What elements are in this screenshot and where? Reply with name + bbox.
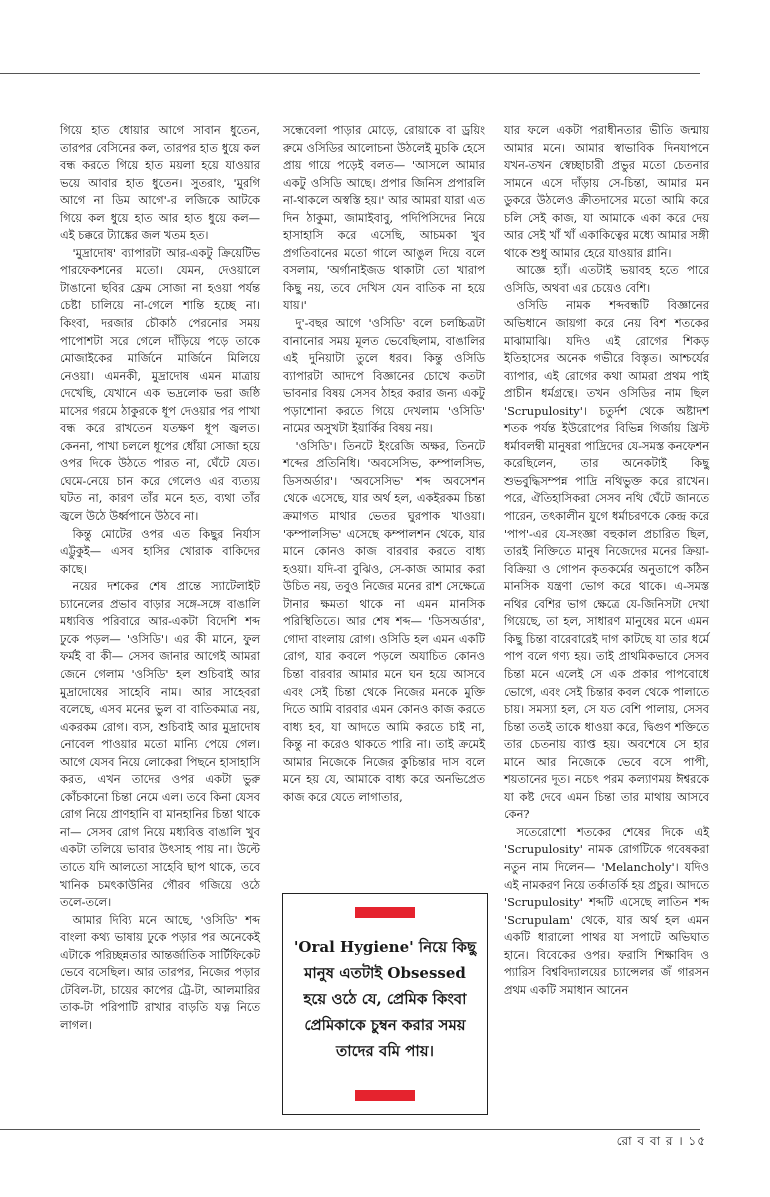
- paragraph: ওসিডি নামক শব্দবন্ধটি বিজ্ঞানের অভিধানে জায়গা করে নেয় বিশ শতকের মাঝামাঝি। যদিও এই রোগের শিকড় ইতিহাসের অনেক গভীরে বিস্তৃত। আশ্চর্যের ব্যাপার, এই রোগের কথা আমরা প্রথম পাই প্রাচীন ধর্মগ্রন্থে। তখন ওসিডির নাম ছিল 'Scrupulosity'। চতুর্দশ থেকে অষ্টাদশ শতক পর্যন্ত ইউরোপের বিভিন্ন গির্জায় খ্রিস্ট ধর্মাবলম্বী মানুষরা পাদ্রিদের যে-সমস্ত কনফেশন করেছিলেন, তার অনেকটাই কিছু শুভবুদ্ধিসম্পন্ন পাদ্রি নথিভুক্ত করে রাখেন। পরে, ঐতিহাসিকরা সেসব নথি ঘেঁটে জানতে পারেন, তৎকালীন যুগে ধর্মাচরণকে কেন্দ্র করে 'পাপ'-এর যে-সংজ্ঞা বহুকাল প্রচারিত ছিল, তারই নিক্তিতে মানুষ নিজেদের মনের ক্রিয়া-বিক্রিয়া ও গোপন কৃতকর্মের অনুতাপে কঠিন মানসিক যন্ত্রণা ভোগ করে থাকে। এ-সমস্ত নথির বেশির ভাগ ক্ষেত্রে যে-জিনিসটা দেখা গিয়েছে, তা হল, সাধারণ মানুষের মনে এমন কিছু চিন্তা বারেবারেই দাগ কাটছে যা তার ধর্মে পাপ বলে গণ্য হয়। তাই প্রাথমিকভাবে সেসব চিন্তা মনে এলেই সে এক প্রকার পাপবোধে ভোগে, এবং সেই চিন্তার কবল থেকে পালাতে চায়। সমস্যা হল, সে যত বেশি পালায়, সেসব চিন্তা ততই তাকে ধাওয়া করে, দ্বিগুণ শক্তিতে তার চেতনায় ব্যাপ্ত হয়। অবশেষে সে হার মানে আর নিজেকে ভেবে বসে পাপী, শয়তানের দূত। নচেৎ পরম কল্যাণময় ঈশ্বরকে যা কষ্ট দেবে এমন চিন্তা তার মাথায় আসবে কেন?: [504, 298, 709, 822]
- paragraph: সন্ধেবেলা পাড়ার মোড়ে, রোয়াকে বা ড্রয়িং রুমে ওসিডির আলোচনা উঠলেই মুচকি হেসে প্রায় গায়ে পড়েই বলত— 'আসলে আমার একটু ওসিডি আছে। প্রপার জিনিস প্রপারলি না-থাকলে অস্বস্তি হয়।' আর আমরা যারা এত দিন ঠাকুমা, জামাইবাবু, পদিপিসিদের নিয়ে হাসাহাসি করে এসেছি, আচমকা খুব প্রগতিবানের মতো গালে আঙুল দিয়ে বলে বসলাম, 'অর্গানাইজড থাকাটা তো খারাপ কিছু নয়, তবে দেখিস যেন বাতিক না হয়ে যায়।': [283, 123, 485, 313]
- column-2: [283, 122, 485, 806]
- paragraph: গিয়ে হাত ধোয়ার আগে সাবান ধুতেন, তারপর বেসিনের কল, তারপর হাত ধুয়ে কল বন্ধ করতে গিয়ে হাত ময়লা হয়ে যাওয়ার ভয়ে আবার হাত ধুতেন। সুতরাং, 'মুরগি আগে না ডিম আগে'-র লজিকে আটকে গিয়ে কল ধুয়ে হাত আর হাত ধুয়ে কল— এই চক্করে ট্যাঙ্কের জল খতম হত।: [60, 123, 260, 243]
- paragraph: আমার দিব্যি মনে আছে, 'ওসিডি' শব্দ বাংলা কথ্য ভাষায় ঢুকে পড়ার পর অনেকেই এটাকে পরিচ্ছন্নতার আন্তর্জাতিক সার্টিফিকেট ভেবে বসেছিল। আর তারপর, নিজের পড়ার টেবিল-টা, চায়ের কাপের ট্রে-টা, আলমারির তাক-টা পরিপাটি রাখার বাড়তি যত্ন নিতে লাগল।: [60, 912, 260, 1032]
- pull-quote-top-bar: [355, 907, 415, 918]
- paragraph: 'মুদ্রাদোষ' ব্যাপারটা আর-একটু ক্রিয়েটিভ পারফেকশনের মতো। যেমন, দেওয়ালে টাঙানো ছবির ফ্রেম সোজা না হওয়া পর্যন্ত চেষ্টা চালিয়ে না-গেলে শান্তি হচ্ছে না। কিংবা, দরজার চৌকাঠ পেরনোর সময় পাপোশটা সরে গেলে দাঁড়িয়ে পড়ে তাকে মোজাইকের মার্জিনে মার্জিনে মিলিয়ে নেওয়া। এমনকী, মুদ্রাদোষ এমন মাত্রায় দেখেছি, যেখানে এক ভদ্রলোক ভরা জষ্ঠি মাসের গরমে ঠাকুরকে ধূপ দেওয়ার পর পাখা বন্ধ করে রাখতেন যতক্ষণ ধূপ জ্বলত। কেননা, পাখা চললে ধূপের ধোঁয়া সোজা হয়ে ওপর দিকে উঠতে পারত না, ঘেঁটে যেত। ঘেমে-নেয়ে চান করে গেলেও এর ব্যত্যয় ঘটত না, কারণ তাঁর মনে হত, ব্যথা তাঁর জ্বলে উঠে উর্ধ্বপানে উঠবে না।: [60, 245, 260, 524]
- paragraph: কিন্তু মোটের ওপর এত কিছুর নির্যাস এট্টুকুই— এসব হাসির খোরাক বাকিদের কাছে।: [60, 526, 260, 576]
- paragraph: আজ্ঞে হ্যাঁ। এতটাই ভয়াবহ হতে পারে ওসিডি, অথবা এর চেয়েও বেশি।: [504, 263, 709, 295]
- column-1: [60, 122, 260, 1034]
- page-footer: রো ব বা র । ১৫: [616, 1134, 706, 1148]
- pull-quote-text: 'Oral Hygiene' নিয়ে কিছু মানুষ এতটাই Obsessed হয়ে ওঠে যে, প্রেমিক কিংবা প্রেমিকাকে চুম্বন করার সময় তাদের বমি পায়।: [293, 938, 477, 1060]
- pull-quote-box: [282, 893, 488, 1115]
- bottom-rule: [0, 1129, 700, 1130]
- pull-quote-bottom-bar: [355, 1090, 415, 1101]
- paragraph: সতেরোশো শতকের শেষের দিকে এই 'Scrupulosity' নামক রোগটিকে গবেষকরা নতুন নাম দিলেন— 'Melancholy'। যদিও এই নামকরণ নিয়ে তর্কাতর্কি হয় প্রচুর। আদতে 'Scrupulosity' শব্দটি এসেছে লাতিন শব্দ 'Scrupulam' থেকে, যার অর্থ হল এমন একটি ধারালো পাথর যা সপাটে অভিঘাত হানে। বিবেকের ওপর। ফরাসি শিক্ষাবিদ ও প্যারিস বিশ্ববিদ্যালয়ের চ্যান্সেলর জঁ গারসন প্রথম একটি সমাধান আনেন: [504, 824, 709, 997]
- paragraph: 'ওসিডি'। তিনটে ইংরেজি অক্ষর, তিনটে শব্দের প্রতিনিধি। 'অবসেসিভ, কম্পালসিভ, ডিসঅর্ডার'। 'অবসেসিভ' শব্দ অবসেশন থেকে এসেছে, যার অর্থ হল, একইরকম চিন্তা ক্রমাগত মাথার ভেতর ঘুরপাক খাওয়া। 'কম্পালসিভ' এসেছে কম্পালশন থেকে, যার মানে কোনও কাজ বারবার করতে বাধ্য হওয়া। যদি-বা বুঝিও, সে-কাজ আমার করা উচিত নয়, তবুও নিজের মনের রাশ সেক্ষেত্রে টানার ক্ষমতা থাকে না এমন মানসিক পরিস্থিতিতে। আর শেষ শব্দ— 'ডিসঅর্ডার', গোদা বাংলায় রোগ। ওসিডি হল এমন একটি রোগ, যার কবলে পড়লে অযাচিত কোনও চিন্তা বারবার আমার মনে ঘন হয়ে আসবে এবং সেই চিন্তা থেকে নিজের মনকে মুক্তি দিতে আমি বারবার এমন কোনও কাজ করতে বাধ্য হব, যা আদতে আমি করতে চাই না, কিন্তু না করেও থাকতে পারি না। তাই ক্রমেই আমার নিজেকে নিজের কুচিন্তার দাস বলে মনে হয় যে, আমাকে বাধ্য করে অনভিপ্রেত কাজ করে যেতে লাগাতার,: [283, 438, 485, 804]
- paragraph: দু'-বছর আগে 'ওসিডি' বলে চলচ্চিত্রটা বানানোর সময় মূলত ভেবেছিলাম, বাঙালির এই দুনিয়াটা তুলে ধরব। কিন্তু ওসিডি ব্যাপারটা আদপে বিজ্ঞানের চোখে কতটা ভাবনার বিষয় সেসব ঠাহর করার জন্য একটু পড়াশোনা করতে গিয়ে দেখলাম 'ওসিডি' নামের অসুখটা ইয়ার্কির বিষয় নয়।: [283, 316, 485, 436]
- paragraph: নয়ের দশকের শেষ প্রান্তে স্যাটেলাইট চ্যানেলের প্রভাব বাড়ার সঙ্গে-সঙ্গে বাঙালি মধ্যবিত্ত পরিবারে আর-একটা বিদেশি শব্দ ঢুকে পড়ল— 'ওসিডি'। এর কী মানে, ফুল ফর্মই বা কী— সেসব জানার আগেই আমরা জেনে গেলাম 'ওসিডি' হল শুচিবাই আর মুদ্রাদোষের সাহেবি নাম। আর সাহেবরা বলেছে, এসব মনের ভুল বা বাতিকমাত্র নয়, একরকম রোগ। ব্যস, শুচিবাই আর মুদ্রাদোষ নোবেল পাওয়ার মতো মান্যি পেয়ে গেল। আগে যেসব নিয়ে লোকেরা পিছনে হাসাহাসি করত, এখন তাদের ওপর একটা ভুরু কোঁচকানো চিন্তা নেমে এল। তবে কিনা যেসব রোগ নিয়ে প্রাণহানি বা মানহানির চিন্তা থাকে না— সেসব রোগ নিয়ে মধ্যবিত্ত বাঙালি খুব একটা তলিয়ে ভাবার উৎসাহ পায় না। উল্টে তাতে যদি আলতো সাহেবি ছাপ থাকে, তবে খানিক চমৎকাউনির গৌরব গজিয়ে ওঠে তলে-তলে।: [60, 579, 260, 910]
- paragraph: যার ফলে একটা পরাধীনতার ভীতি জন্মায় আমার মনে। আমার স্বাভাবিক দিনযাপনে যখন-তখন স্বেচ্ছাচারী প্রভুর মতো চেতনার সামনে এসে দাঁড়ায় সে-চিন্তা, আমার মন ডুকরে উঠলেও ক্রীতদাসের মতো আমি করে চলি সেই কাজ, যা আমাকে একা করে দেয় আর সেই খাঁ খাঁ একাকিত্বের মধ্যে আমার সঙ্গী থাকে শুধু আমার হেরে যাওয়ার গ্লানি।: [504, 123, 709, 260]
- column-3: [504, 122, 709, 999]
- top-rule: [0, 73, 700, 74]
